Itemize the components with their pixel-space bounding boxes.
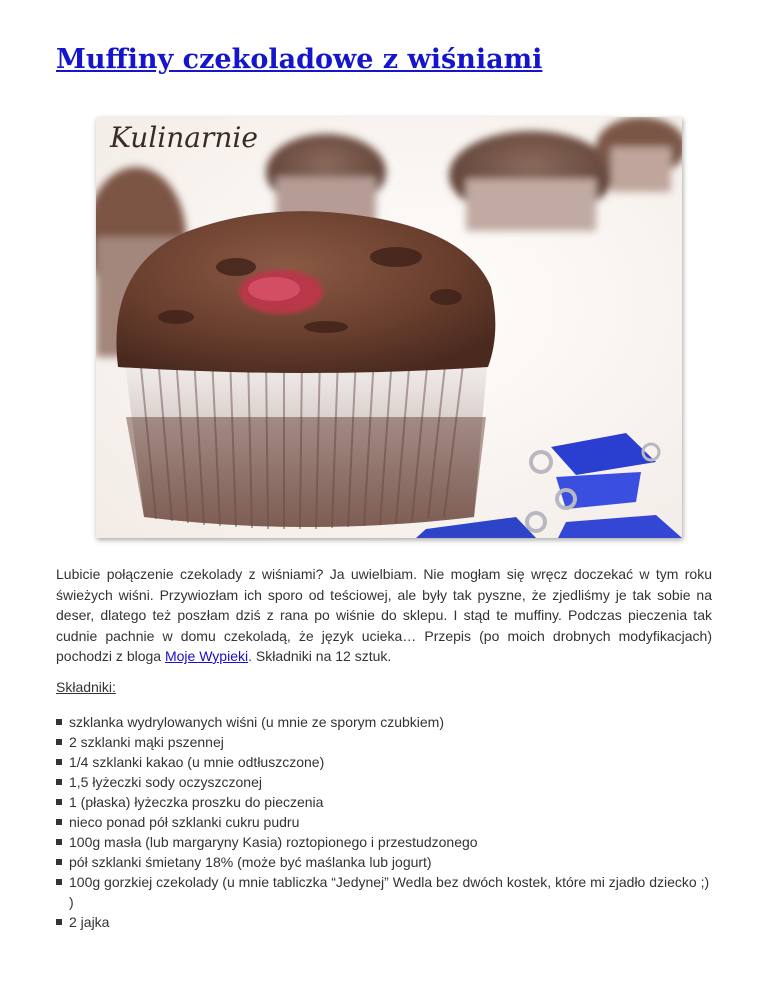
ingredient-text: 1,5 łyżeczki sody oczyszczonej xyxy=(69,774,262,790)
bullet-icon xyxy=(56,779,62,785)
bullet-icon xyxy=(56,759,62,765)
bullet-icon xyxy=(56,879,62,885)
intro-text-end: . Składniki na 12 sztuk. xyxy=(248,648,392,664)
ingredient-text: pół szklanki śmietany 18% (może być maślanka lub jogurt) xyxy=(69,854,432,870)
intro-paragraph xyxy=(56,564,712,667)
ingredient-text: 2 jajka xyxy=(69,914,110,930)
ingredients-list xyxy=(56,712,712,932)
article-title-link[interactable]: Muffiny czekoladowe z wiśniami xyxy=(56,44,543,75)
bullet-icon xyxy=(56,839,62,845)
bullet-icon xyxy=(56,719,62,725)
ingredient-text: 2 szklanki mąki pszennej xyxy=(69,734,224,750)
list-item xyxy=(56,872,712,912)
ingredient-text: 100g masła (lub margaryny Kasia) roztopionego i przestudzonego xyxy=(69,834,478,850)
ingredient-text: 100g gorzkiej czekolady (u mnie tabliczka “Jedynej” Wedla bez dwóch kostek, które mi zjadło dziecko ;) ) xyxy=(69,874,710,910)
list-item xyxy=(56,732,712,752)
list-item xyxy=(56,912,712,932)
bullet-icon xyxy=(56,859,62,865)
list-item xyxy=(56,832,712,852)
muffin-photo xyxy=(96,117,682,538)
list-item xyxy=(56,792,712,812)
ingredient-text: 1 (płaska) łyżeczka proszku do pieczenia xyxy=(69,794,324,810)
list-item xyxy=(56,772,712,792)
list-item xyxy=(56,752,712,772)
list-item xyxy=(56,812,712,832)
bullet-icon xyxy=(56,799,62,805)
bullet-icon xyxy=(56,919,62,925)
intro-text: Lubicie połączenie czekolady z wiśniami? Ja uwielbiam. Nie mogłam się wręcz doczekać w tym roku świeżych wiśni. Przywiozłam ich sporo od teściowej, ale były tak pyszne, że zjedliśmy je tak sobie na deser, dlatego też poszłam dziś z rana po wiśnie do sklepu. I stąd te muffiny. Podczas pieczenia tak cudnie pachnie w domu czekoladą, że język ucieka… Przepis (po moich drobnych modyfikacjach) pochodzi z bloga xyxy=(56,566,712,664)
ingredient-text: szklanka wydrylowanych wiśni (u mnie ze sporym czubkiem) xyxy=(69,714,445,730)
photo-watermark: Kulinarnie xyxy=(110,121,258,154)
moje-wypieki-link[interactable]: Moje Wypieki xyxy=(164,648,249,664)
bullet-icon xyxy=(56,739,62,745)
ingredient-text: 1/4 szklanki kakao (u mnie odtłuszczone) xyxy=(69,754,325,770)
list-item xyxy=(56,852,712,872)
ingredients-heading: Składniki: xyxy=(56,679,116,695)
ingredient-text: nieco ponad pół szklanki cukru pudru xyxy=(69,814,300,830)
list-item xyxy=(56,712,712,732)
bullet-icon xyxy=(56,819,62,825)
